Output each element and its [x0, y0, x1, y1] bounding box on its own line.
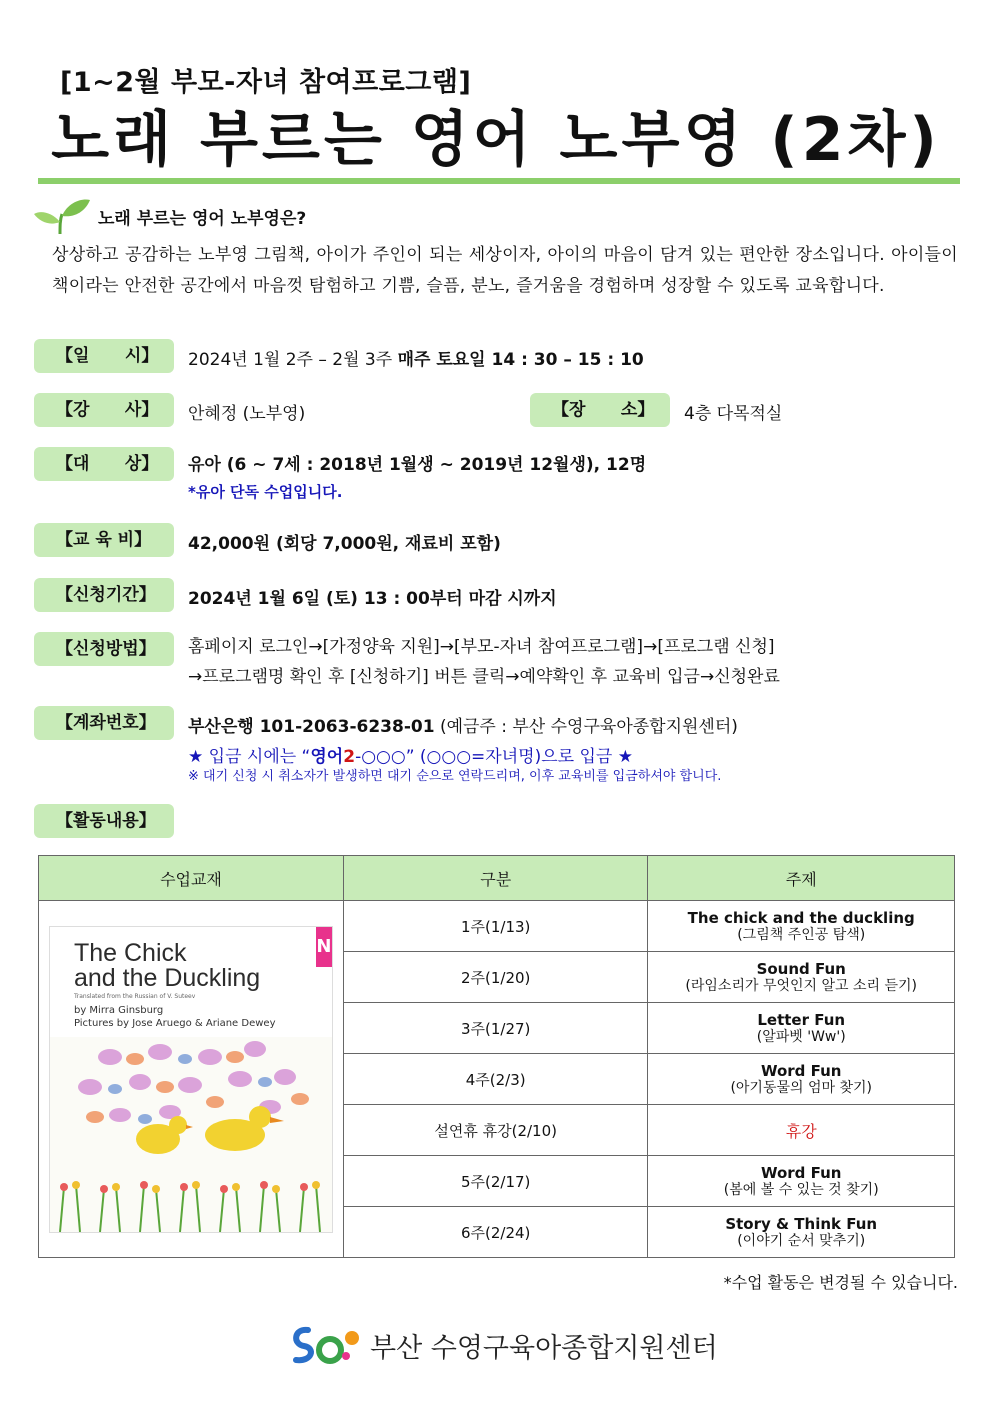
book-badge: N	[316, 927, 332, 967]
week-cell: 6주(2/24)	[343, 1207, 647, 1258]
intro-text: 상상하고 공감하는 노부영 그림책, 아이가 주인이 되는 세상이자, 아이의 마음이 담겨 있는 편안한 장소입니다. 아이들이 책이라는 안전한 공간에서 마음껏 탐험하고 기쁨, 슬픔, 분노, 즐거움을 경험하며 성장할 수 있도록 교육합니다.	[52, 245, 958, 296]
topic-cell	[648, 1105, 955, 1156]
week-cell: 4주(2/3)	[343, 1054, 647, 1105]
method-line2: →프로그램명 확인 후 [신청하기] 버튼 클릭→예약확인 후 교육비 입금→신청완료	[188, 667, 780, 687]
topic-title: Sound Fun	[756, 959, 846, 978]
book-cell	[39, 901, 344, 1258]
topic-sub: (그림책 주인공 탐색)	[737, 926, 866, 943]
date-time: 매주 토요일 14 : 30 – 15 : 10	[397, 350, 644, 370]
method-label: 【신청방법】	[34, 632, 174, 666]
topic-cell	[648, 1054, 955, 1105]
account-holder: (예금주 : 부산 수영구육아종합지원센터)	[434, 717, 738, 737]
topic-title: Letter Fun	[757, 1010, 846, 1029]
sprout-icon	[32, 196, 92, 236]
deposit-post: -○○○” (○○○=자녀명)으로 입금 ★	[355, 747, 633, 767]
book-illustration	[50, 1037, 332, 1232]
program-subtitle: [1~2월 부모-자녀 참여프로그램]	[60, 67, 472, 98]
week-cell: 5주(2/17)	[343, 1156, 647, 1207]
topic-title: Story & Think Fun	[725, 1214, 878, 1233]
topic-title: The chick and the duckling	[687, 908, 915, 927]
method-line1: 홈페이지 로그인→[가정양육 지원]→[부모-자녀 참여프로그램]→[프로그램 신청]	[188, 637, 775, 657]
header-material: 수업교재	[39, 856, 344, 901]
topic-title: Word Fun	[760, 1163, 842, 1182]
book-title-line2: and the Duckling	[73, 963, 261, 992]
teacher-value: 안혜정 (노부영)	[188, 404, 306, 424]
intro-heading: 노래 부르는 영어 노부영은?	[98, 209, 307, 229]
topic-sub: (알파벳 'Ww')	[756, 1028, 846, 1045]
book-cover	[49, 926, 333, 1233]
book-author: by Mirra Ginsburg	[73, 1004, 164, 1016]
week-cell: 1주(1/13)	[343, 901, 647, 952]
deposit-instruction	[188, 742, 633, 767]
deposit-pre: ★ 입금 시에는 “	[188, 747, 311, 767]
activity-label: 【활동내용】	[34, 804, 174, 838]
book-title	[73, 938, 261, 992]
header-week: 구분	[343, 856, 647, 901]
period-label: 【신청기간】	[34, 578, 174, 612]
account-label: 【계좌번호】	[34, 706, 174, 740]
waitlist-note: ※ 대기 신청 시 취소자가 발생하면 대기 순으로 연락드리며, 이후 교육비를 입금하셔야 합니다.	[188, 769, 722, 784]
header-topic: 주제	[648, 856, 955, 901]
deposit-red: 2	[343, 747, 356, 767]
date-value	[188, 345, 644, 370]
fee-label: 【교 육 비】	[34, 523, 174, 557]
topic-sub: (이야기 순서 맞추기)	[737, 1232, 866, 1249]
week-cell: 설연휴 휴강(2/10)	[343, 1105, 647, 1156]
target-label: 【대 상】	[34, 447, 174, 481]
book-translated: Translated from the Russian of V. Suteev	[73, 992, 196, 1000]
book-illustrators: Pictures by Jose Aruego & Ariane Dewey	[73, 1017, 276, 1029]
page-title: 노래 부르는 영어 노부영 (2차)	[51, 105, 941, 175]
topic-cell	[648, 1156, 955, 1207]
topic-cell	[648, 952, 955, 1003]
period-value: 2024년 1월 6일 (토) 13 : 00부터 마감 시까지	[188, 589, 557, 609]
table-header-row	[39, 856, 955, 901]
topic-cell	[648, 1207, 955, 1258]
topic-sub: (라임소리가 무엇인지 알고 소리 듣기)	[685, 977, 918, 994]
topic-cell	[648, 901, 955, 952]
account-bank: 부산은행 101-2063-6238-01	[188, 717, 435, 737]
table-row	[39, 901, 955, 952]
target-note: *유아 단독 수업입니다.	[188, 483, 343, 501]
activity-table	[38, 855, 955, 1258]
center-logo-icon	[290, 1320, 364, 1366]
place-label: 【장 소】	[530, 393, 670, 427]
topic-title-cancelled: 휴강	[785, 1121, 817, 1141]
fee-value: 42,000원 (회당 7,000원, 재료비 포함)	[188, 534, 501, 554]
topic-sub: (아기동물의 엄마 찾기)	[730, 1079, 872, 1096]
date-range: 2024년 1월 2주 – 2월 3주	[188, 350, 398, 370]
book-title-line1: The Chick	[73, 938, 187, 967]
topic-title: Word Fun	[760, 1061, 842, 1080]
center-name: 부산 수영구육아종합지원센터	[370, 1333, 718, 1364]
deposit-bold: 영어	[310, 747, 344, 767]
change-note: *수업 활동은 변경될 수 있습니다.	[723, 1273, 958, 1292]
week-cell: 2주(1/20)	[343, 952, 647, 1003]
date-label: 【일 시】	[34, 339, 174, 373]
topic-sub: (봄에 볼 수 있는 것 찾기)	[723, 1181, 879, 1198]
teacher-label: 【강 사】	[34, 393, 174, 427]
place-value: 4층 다목적실	[684, 404, 783, 424]
week-cell: 3주(1/27)	[343, 1003, 647, 1054]
account-value	[188, 712, 738, 737]
target-value: 유아 (6 ~ 7세 : 2018년 1월생 ~ 2019년 12월생), 12명	[188, 455, 647, 475]
topic-cell	[648, 1003, 955, 1054]
title-divider	[38, 178, 960, 184]
